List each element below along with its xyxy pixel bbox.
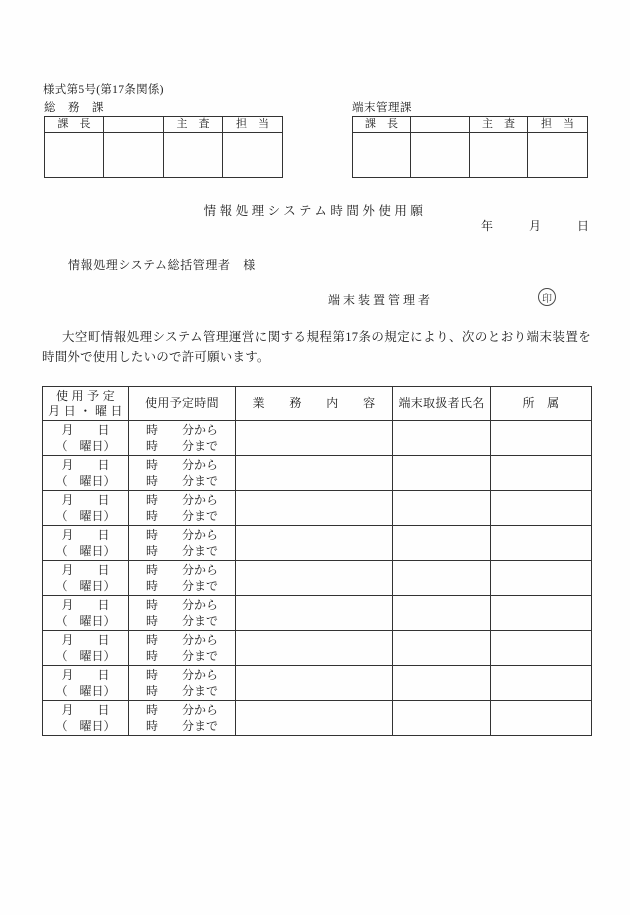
affiliation-cell <box>491 596 592 631</box>
planned-date-cell: 月 日 （ 曜日） <box>43 456 129 491</box>
planned-time-cell: 時 分から 時 分まで <box>129 666 236 701</box>
table-row <box>43 526 592 561</box>
terminal-approval-table <box>352 116 588 178</box>
header-affiliation: 所 属 <box>491 387 592 421</box>
header-operator-name: 端末取扱者氏名 <box>393 387 491 421</box>
table-row <box>43 491 592 526</box>
planned-date-cell: 月 日 （ 曜日） <box>43 491 129 526</box>
operator-name-cell <box>393 526 491 561</box>
planned-time-cell: 時 分から 時 分まで <box>129 701 236 736</box>
table-row <box>43 701 592 736</box>
operator-name-cell <box>393 666 491 701</box>
business-content-cell <box>236 491 393 526</box>
affiliation-cell <box>491 421 592 456</box>
stamp-cell <box>353 133 411 178</box>
operator-name-cell <box>393 456 491 491</box>
stamp-cell <box>164 133 223 178</box>
table-row <box>43 561 592 596</box>
business-content-cell <box>236 456 393 491</box>
planned-time-cell: 時 分から 時 分まで <box>129 561 236 596</box>
affiliation-cell <box>491 456 592 491</box>
stamp-cell <box>104 133 164 178</box>
planned-date-cell: 月 日 （ 曜日） <box>43 526 129 561</box>
seal-mark-icon: 印 <box>538 288 556 306</box>
table-header-row <box>43 387 592 421</box>
table-row <box>43 631 592 666</box>
table-row <box>43 421 592 456</box>
header-business-content: 業 務 内 容 <box>236 387 393 421</box>
operator-name-cell <box>393 701 491 736</box>
addressee-line: 情報処理システム総括管理者 様 <box>68 258 256 272</box>
usage-request-table <box>42 386 592 736</box>
planned-date-cell: 月 日 （ 曜日） <box>43 631 129 666</box>
business-content-cell <box>236 666 393 701</box>
table-row <box>43 596 592 631</box>
approval-cell-blank <box>411 117 470 133</box>
stamp-cell <box>45 133 104 178</box>
somu-section-label: 総 務 課 <box>44 102 104 114</box>
stamp-cell <box>411 133 470 178</box>
header-planned-date: 使 用 予 定 月 日 ・ 曜 日 <box>43 387 129 421</box>
planned-time-cell: 時 分から 時 分まで <box>129 421 236 456</box>
body-paragraph: 大空町情報処理システム管理運営に関する規程第17条の規定により、次のとおり端末装置を時間外で使用したいので許可願います。 <box>42 330 591 364</box>
affiliation-cell <box>491 701 592 736</box>
approval-cell-tanto: 担 当 <box>528 117 588 133</box>
planned-date-cell: 月 日 （ 曜日） <box>43 666 129 701</box>
somu-approval-table <box>44 116 283 178</box>
operator-name-cell <box>393 491 491 526</box>
stamp-cell <box>470 133 528 178</box>
header-planned-time: 使用予定時間 <box>129 387 236 421</box>
planned-time-cell: 時 分から 時 分まで <box>129 456 236 491</box>
approval-header-row <box>353 117 588 133</box>
operator-name-cell <box>393 561 491 596</box>
business-content-cell <box>236 701 393 736</box>
date-line: 年 月 日 <box>481 219 590 233</box>
form-number: 様式第5号(第17条関係) <box>43 84 164 96</box>
affiliation-cell <box>491 526 592 561</box>
planned-date-cell: 月 日 （ 曜日） <box>43 421 129 456</box>
table-row <box>43 456 592 491</box>
approval-cell-kacho: 課 長 <box>45 117 104 133</box>
planned-time-cell: 時 分から 時 分まで <box>129 526 236 561</box>
operator-name-cell <box>393 596 491 631</box>
approval-cell-tanto: 担 当 <box>223 117 283 133</box>
approval-cell-shusa: 主 査 <box>164 117 223 133</box>
planned-time-cell: 時 分から 時 分まで <box>129 596 236 631</box>
approval-cell-blank <box>104 117 164 133</box>
affiliation-cell <box>491 561 592 596</box>
planned-date-cell: 月 日 （ 曜日） <box>43 561 129 596</box>
affiliation-cell <box>491 631 592 666</box>
terminal-section-label: 端末管理課 <box>352 102 412 114</box>
stamp-cell <box>528 133 588 178</box>
affiliation-cell <box>491 491 592 526</box>
signer-label: 端末装置管理者 <box>328 293 434 307</box>
planned-date-cell: 月 日 （ 曜日） <box>43 701 129 736</box>
business-content-cell <box>236 421 393 456</box>
approval-header-row <box>45 117 283 133</box>
approval-stamp-row <box>353 133 588 178</box>
approval-cell-shusa: 主 査 <box>470 117 528 133</box>
operator-name-cell <box>393 421 491 456</box>
table-row <box>43 666 592 701</box>
business-content-cell <box>236 596 393 631</box>
planned-date-cell: 月 日 （ 曜日） <box>43 596 129 631</box>
business-content-cell <box>236 631 393 666</box>
business-content-cell <box>236 561 393 596</box>
document-title: 情報処理システム時間外使用願 <box>203 204 427 218</box>
affiliation-cell <box>491 666 592 701</box>
stamp-cell <box>223 133 283 178</box>
planned-time-cell: 時 分から 時 分まで <box>129 631 236 666</box>
planned-time-cell: 時 分から 時 分まで <box>129 491 236 526</box>
approval-stamp-row <box>45 133 283 178</box>
operator-name-cell <box>393 631 491 666</box>
approval-cell-kacho: 課 長 <box>353 117 411 133</box>
business-content-cell <box>236 526 393 561</box>
